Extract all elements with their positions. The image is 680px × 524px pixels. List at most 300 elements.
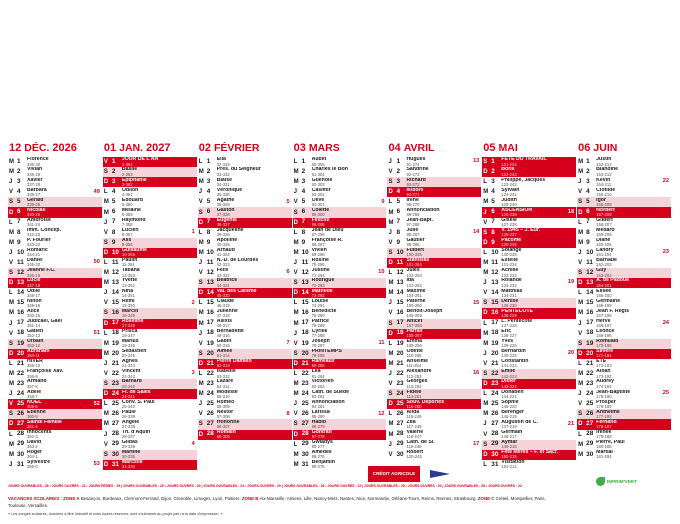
day-row[interactable] [577,440,671,450]
day-row[interactable] [482,319,576,329]
day-row[interactable] [387,379,481,389]
saint-name: Barbara [27,187,47,193]
week-number [658,207,671,217]
day-row[interactable] [387,248,481,258]
day-row[interactable] [198,409,292,419]
day-row[interactable] [387,450,481,460]
week-number [373,238,386,248]
saint-name-block [217,207,279,217]
day-of-week: D [103,461,109,468]
day-row[interactable] [293,339,387,349]
day-row[interactable] [577,207,671,217]
day-row[interactable] [577,167,671,177]
day-row[interactable] [387,258,481,268]
day-of-year: 171-194 [596,354,612,359]
day-row[interactable] [8,308,102,318]
saint-name: Judith [501,197,517,203]
day-of-week: M [103,421,109,428]
day-row[interactable] [387,298,481,308]
day-row[interactable] [387,238,481,248]
day-row[interactable] [198,399,292,409]
day-row[interactable] [482,248,576,258]
day-row[interactable] [387,339,481,349]
day-row[interactable] [482,258,576,268]
day-row[interactable] [103,258,197,268]
day-row[interactable] [482,218,576,228]
day-row[interactable] [482,460,576,470]
day-row[interactable] [293,359,387,369]
day-number: 27 [586,420,594,428]
saint-name: Nestor [216,409,234,415]
day-of-year: 4-361 [121,192,133,197]
day-of-week: D [103,249,109,256]
day-row[interactable] [103,450,197,460]
saint-name: Vivien [311,248,327,254]
day-row[interactable] [482,430,576,440]
day-row[interactable] [577,409,671,419]
day-row[interactable] [293,329,387,339]
day-row[interactable] [482,440,576,450]
day-row[interactable] [293,167,387,177]
day-row[interactable] [387,349,481,359]
day-row[interactable] [387,157,481,167]
saint-name-block [312,238,374,248]
day-row[interactable] [482,308,576,318]
day-row[interactable] [387,228,481,238]
day-row[interactable] [577,258,671,268]
day-row[interactable] [387,197,481,207]
day-row[interactable] [103,207,197,217]
day-row[interactable] [8,248,102,258]
day-row[interactable] [387,329,481,339]
day-of-week: M [293,310,299,317]
day-row[interactable] [198,167,292,177]
day-row[interactable] [293,450,387,460]
day-of-week: D [388,401,393,408]
day-row[interactable] [293,430,387,440]
day-row[interactable] [198,177,292,187]
day-row[interactable] [387,278,481,288]
zone-c-label: ZONE C [477,496,495,501]
day-row[interactable] [577,389,671,399]
day-row[interactable] [103,359,197,369]
day-row[interactable] [577,349,671,359]
day-row[interactable] [8,359,102,369]
saint-name-block [122,167,184,177]
day-row[interactable] [103,339,197,349]
day-number: 26 [491,410,499,418]
day-row[interactable] [103,399,197,409]
day-number: 26 [17,410,25,418]
day-number: 3 [17,178,21,186]
day-row[interactable] [482,409,576,419]
day-row[interactable] [198,187,292,197]
day-row[interactable] [482,349,576,359]
week-number [468,389,481,399]
day-row[interactable] [577,379,671,389]
day-row[interactable] [198,248,292,258]
saint-name: Vincent [121,369,141,375]
day-row[interactable] [103,430,197,440]
day-of-week: V [483,431,488,438]
day-row[interactable] [8,430,102,440]
day-row[interactable] [293,218,387,228]
day-row[interactable] [482,369,576,379]
day-list [577,157,671,460]
saint-name: Nina [121,288,134,294]
week-number [373,157,386,167]
saint-name-block [27,379,89,389]
day-row[interactable] [387,409,481,419]
day-row[interactable] [8,157,102,167]
day-row[interactable] [293,399,387,409]
saint-name-block [501,157,563,167]
day-row[interactable] [293,349,387,359]
week-number [563,218,576,228]
saint-name: Alice [27,308,40,314]
day-of-week: M [293,179,299,186]
day-row[interactable] [482,157,576,167]
day-row[interactable] [8,399,102,409]
week-number: 8 [286,410,290,417]
day-row[interactable] [293,258,387,268]
day-row[interactable] [482,238,576,248]
day-row[interactable] [387,218,481,228]
day-row[interactable] [387,389,481,399]
day-row[interactable] [293,238,387,248]
day-row[interactable] [198,268,292,278]
day-row[interactable] [8,440,102,450]
day-row[interactable] [577,197,671,207]
day-row[interactable] [103,218,197,228]
day-row[interactable] [293,419,387,429]
day-row[interactable] [482,197,576,207]
day-row[interactable] [103,298,197,308]
day-of-week: M [198,179,204,186]
day-row[interactable] [103,308,197,318]
saint-name-block [312,167,374,177]
day-of-week: M [388,280,394,287]
day-row[interactable] [8,460,102,470]
day-row[interactable] [103,460,197,470]
day-row[interactable] [103,248,197,258]
day-row[interactable] [387,319,481,329]
day-row[interactable] [293,177,387,187]
day-row[interactable] [198,319,292,329]
day-number: 17 [396,319,404,327]
day-row[interactable] [198,430,292,440]
day-row[interactable] [8,258,102,268]
day-row[interactable] [387,419,481,429]
day-row[interactable] [387,440,481,450]
day-row[interactable] [293,379,387,389]
day-of-week: J [293,401,297,408]
day-row[interactable] [198,308,292,318]
day-row[interactable] [482,167,576,177]
day-row[interactable] [577,308,671,318]
day-row[interactable] [387,207,481,217]
saint-name: Jean de Dieu [311,228,344,233]
day-row[interactable] [103,379,197,389]
saint-name-block [501,440,563,450]
day-of-week: L [293,371,298,378]
day-row[interactable] [198,228,292,238]
day-row[interactable] [198,258,292,268]
day-row[interactable] [8,218,102,228]
day-row[interactable] [482,450,576,460]
day-row[interactable] [8,207,102,217]
day-row[interactable] [577,399,671,409]
day-row[interactable] [198,288,292,298]
day-row[interactable] [293,278,387,288]
day-row[interactable] [293,298,387,308]
saint-name-block [312,359,374,369]
saint-name-block [501,308,563,318]
day-row[interactable] [103,349,197,359]
week-number: 6 [286,269,290,276]
day-row[interactable] [8,409,102,419]
day-row[interactable] [577,278,671,288]
day-row[interactable] [103,319,197,329]
day-row[interactable] [293,389,387,399]
day-of-week: S [578,340,583,347]
day-row[interactable] [8,369,102,379]
day-row[interactable] [8,177,102,187]
day-row[interactable] [8,167,102,177]
day-row[interactable] [482,339,576,349]
day-row[interactable] [482,399,576,409]
day-of-year: 15-350 [121,303,135,308]
day-row[interactable] [293,308,387,318]
day-row[interactable] [577,177,671,187]
saint-name: Cath. de Suède [311,389,350,395]
day-row[interactable] [293,187,387,197]
saint-name-block [122,228,184,238]
day-row[interactable] [387,268,481,278]
day-row[interactable] [103,187,197,197]
saint-name: Hugues [406,157,426,163]
day-number: 8 [301,228,306,236]
day-row[interactable] [577,430,671,440]
day-of-year: 40-325 [216,243,230,248]
day-row[interactable] [387,177,481,187]
day-row[interactable] [482,329,576,339]
week-number [658,288,671,298]
saint-name: Georges [406,379,428,385]
day-number: 26 [111,410,119,418]
day-row[interactable] [293,268,387,278]
day-row[interactable] [8,349,102,359]
day-row[interactable] [8,298,102,308]
day-row[interactable] [198,207,292,217]
day-of-year: 151-214 [501,465,517,470]
day-of-year: 39-326 [216,233,230,238]
saint-name: Annonciation [311,399,345,405]
day-row[interactable] [482,207,576,217]
day-row[interactable] [8,319,102,329]
day-row[interactable] [198,238,292,248]
day-row[interactable] [198,278,292,288]
day-row[interactable] [577,187,671,197]
day-number: 5 [301,198,306,206]
day-row[interactable] [482,177,576,187]
day-row[interactable] [387,399,481,409]
day-row[interactable] [482,228,576,238]
day-row[interactable] [577,228,671,238]
day-row[interactable] [293,228,387,238]
saint-name-block [501,197,563,207]
day-row[interactable] [8,278,102,288]
day-of-year: 120-245 [406,455,422,460]
day-of-week: J [578,320,582,327]
day-row[interactable] [103,278,197,288]
day-row[interactable] [293,369,387,379]
saint-name: Daniel [27,258,43,264]
day-number: 31 [301,460,309,468]
day-row[interactable] [8,197,102,207]
day-row[interactable] [577,419,671,429]
day-of-year: 146-219 [501,414,517,419]
day-row[interactable] [198,419,292,429]
day-row[interactable] [198,298,292,308]
day-row[interactable] [8,419,102,429]
day-row[interactable] [103,167,197,177]
day-row[interactable] [387,430,481,440]
day-row[interactable] [293,157,387,167]
day-row[interactable] [293,288,387,298]
day-row[interactable] [387,308,481,318]
day-row[interactable] [577,298,671,308]
day-row[interactable] [387,187,481,197]
day-row[interactable] [8,450,102,460]
saint-name: Élisée [596,288,612,294]
day-row[interactable] [198,197,292,207]
day-row[interactable] [103,268,197,278]
day-row[interactable] [387,369,481,379]
day-row[interactable] [577,288,671,298]
day-row[interactable] [198,389,292,399]
day-row[interactable] [103,419,197,429]
day-row[interactable] [103,238,197,248]
day-row[interactable] [103,288,197,298]
day-row[interactable] [103,228,197,238]
day-row[interactable] [577,450,671,460]
day-row[interactable] [482,419,576,429]
day-row[interactable] [482,359,576,369]
day-row[interactable] [293,319,387,329]
day-row[interactable] [482,187,576,197]
saint-name-block [501,278,563,288]
day-row[interactable] [482,389,576,399]
day-row[interactable] [198,369,292,379]
day-row[interactable] [198,359,292,369]
day-row[interactable] [387,167,481,177]
day-row[interactable] [293,197,387,207]
day-row[interactable] [577,319,671,329]
saint-name: Joseph [311,339,330,345]
day-of-year: 118-247 [406,435,422,440]
day-of-year: 157-208 [596,213,612,218]
day-row[interactable] [103,329,197,339]
day-of-year: 129-236 [501,243,517,248]
saint-name-block [406,440,468,450]
day-of-week: J [388,159,392,166]
day-row[interactable] [8,329,102,339]
day-of-year: 158-207 [596,223,612,228]
day-row[interactable] [8,339,102,349]
day-row[interactable] [198,349,292,359]
day-row[interactable] [577,238,671,248]
saint-name-block [27,278,89,288]
day-row[interactable] [577,369,671,379]
day-row[interactable] [387,359,481,369]
day-row[interactable] [293,248,387,258]
day-of-week: V [388,169,393,176]
day-row[interactable] [198,329,292,339]
day-row[interactable] [577,218,671,228]
day-number: 19 [206,339,214,347]
day-of-year: 135-230 [501,303,517,308]
day-row[interactable] [8,268,102,278]
day-row[interactable] [103,389,197,399]
day-row[interactable] [577,248,671,258]
day-row[interactable] [103,409,197,419]
day-row[interactable] [482,288,576,298]
day-row[interactable] [198,157,292,167]
day-of-week: D [103,391,109,398]
day-row[interactable] [103,197,197,207]
day-row[interactable] [482,379,576,389]
week-number [89,177,102,187]
day-row[interactable] [198,339,292,349]
day-of-year: 340-25 [27,213,41,218]
saint-name-block [501,379,563,389]
day-row[interactable] [577,157,671,167]
day-row[interactable] [577,329,671,339]
day-row[interactable] [103,440,197,450]
imprimvert-logo [596,474,658,488]
month-column-03 [293,140,388,480]
day-row[interactable] [198,379,292,389]
day-row[interactable] [577,339,671,349]
day-row[interactable] [103,369,197,379]
day-row[interactable] [577,359,671,369]
day-row[interactable] [482,298,576,308]
day-row[interactable] [577,268,671,278]
day-row[interactable] [8,228,102,238]
day-row[interactable] [103,177,197,187]
day-row[interactable] [293,409,387,419]
day-of-week: V [9,330,14,337]
day-row[interactable] [8,238,102,248]
day-row[interactable] [8,187,102,197]
day-row[interactable] [293,440,387,450]
day-row[interactable] [8,389,102,399]
day-of-week: V [388,451,393,458]
day-number: 18 [206,329,214,337]
day-of-week: L [388,270,393,277]
day-row[interactable] [482,268,576,278]
day-row[interactable] [8,288,102,298]
day-row[interactable] [103,157,197,167]
day-row[interactable] [198,218,292,228]
saint-name-block [27,409,89,419]
day-of-year: 3-362 [121,182,133,187]
day-row[interactable] [8,379,102,389]
day-row[interactable] [482,278,576,288]
day-row[interactable] [387,288,481,298]
day-row[interactable] [293,207,387,217]
